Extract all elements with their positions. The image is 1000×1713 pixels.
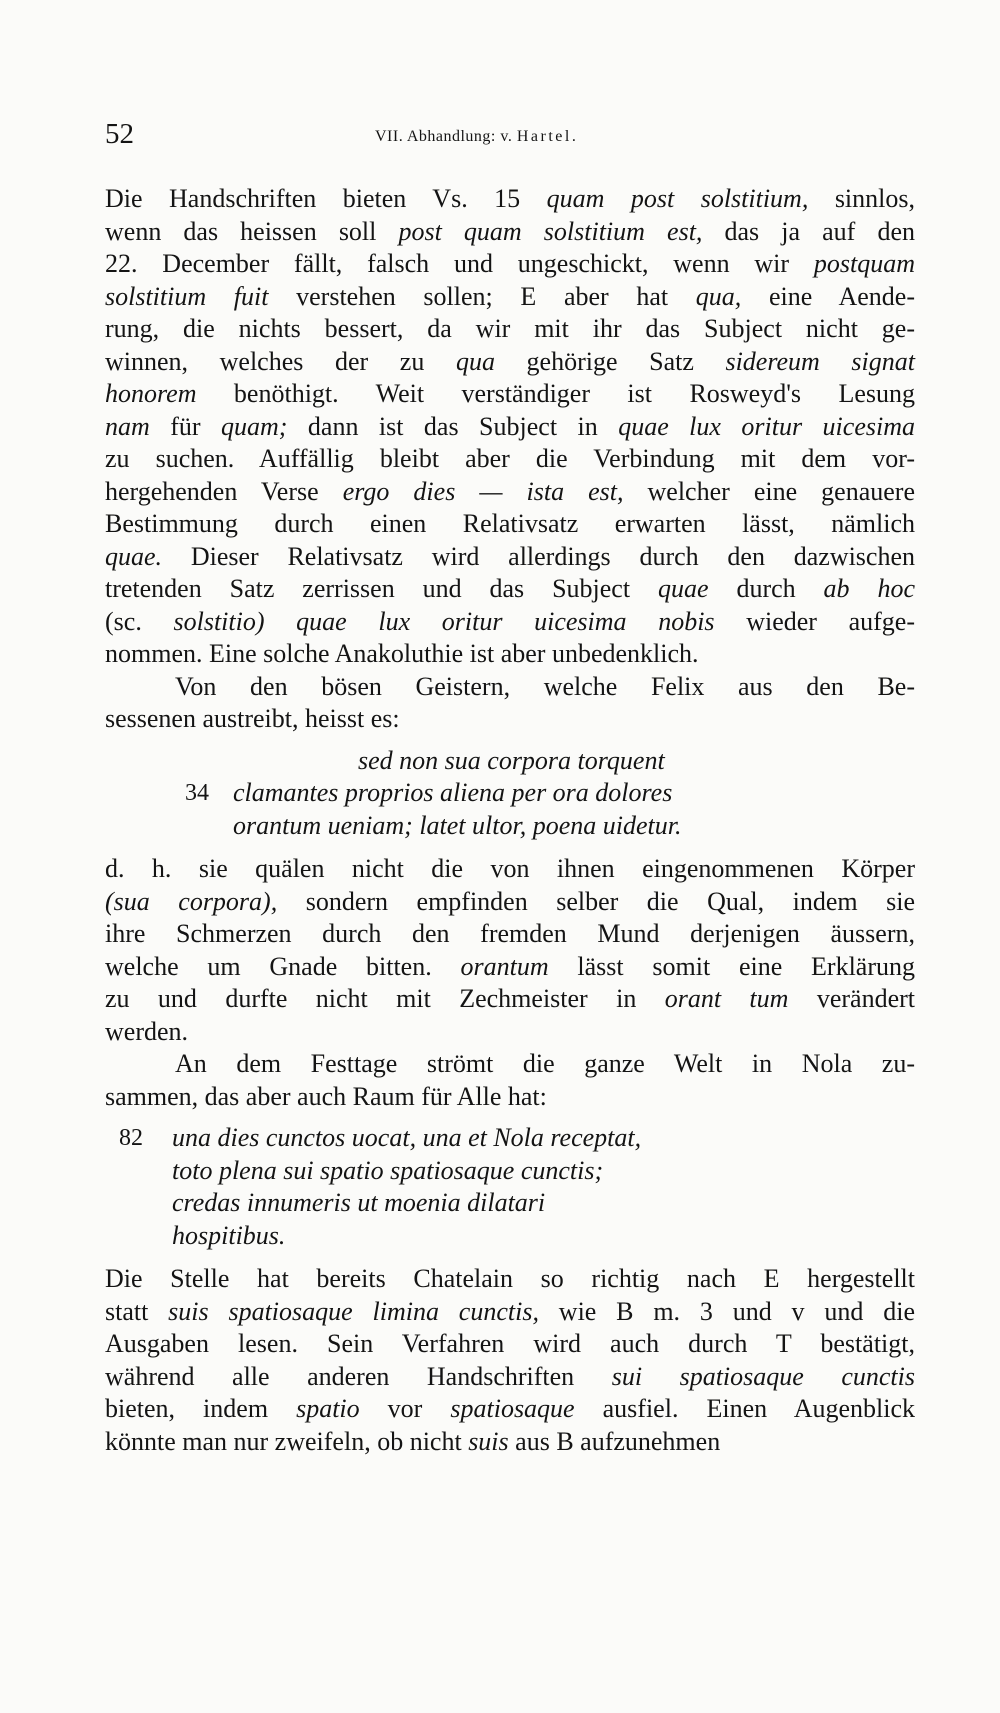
roman-text: verstehen sollen; E aber hat <box>268 281 696 311</box>
text-line <box>105 606 915 639</box>
paragraph-festival <box>105 1048 915 1113</box>
roman-text: vor <box>359 1394 451 1423</box>
text-line <box>105 886 915 919</box>
italic-text: spatiosaque <box>450 1394 575 1423</box>
roman-text: sammen, das aber auch Raum für Alle hat: <box>105 1081 547 1111</box>
italic-text: suis spatiosaque limina cunctis, <box>168 1296 539 1326</box>
roman-text: welche um Gnade bitten. <box>105 951 461 981</box>
roman-text: wieder aufge- <box>714 606 915 636</box>
roman-text: zu suchen. Auffällig bleibt aber die Verbindung mit dem vor- <box>105 444 915 473</box>
roman-text: Die Handschriften bieten Vs. 15 <box>105 184 547 213</box>
roman-text: eine Aende- <box>741 281 915 311</box>
paragraph-manuscripts <box>105 183 915 671</box>
text-line <box>105 541 915 574</box>
roman-text: gehörige Satz <box>494 346 726 376</box>
roman-text: (sc. <box>105 606 174 636</box>
verse-text: orantum ueniam; latet ultor, poena uidetur. <box>233 810 682 840</box>
text-line <box>105 671 915 704</box>
italic-text: post quam solstitium est, <box>398 216 703 246</box>
italic-text: orant tum <box>664 984 789 1013</box>
verse-number: 82 <box>119 1125 143 1151</box>
italic-text: solstitio) <box>173 606 265 636</box>
verse-line <box>105 1155 915 1188</box>
roman-text: sinnlos, <box>808 184 915 213</box>
roman-text: welcher eine genauere <box>623 476 915 506</box>
italic-text: quam; <box>221 411 288 441</box>
text-line <box>105 573 915 606</box>
roman-text: sondern empfinden selber die Qual, indem sie <box>277 886 915 916</box>
verse-line <box>105 777 915 810</box>
text-line <box>105 508 915 541</box>
roman-text: winnen, welches der zu <box>105 346 456 376</box>
roman-text: Von den bösen Geistern, welche Felix aus den Be- <box>175 671 915 701</box>
text-line <box>105 1361 915 1394</box>
text-line <box>105 443 915 476</box>
verse-quotation-82 <box>105 1122 915 1252</box>
roman-text: aus B aufzunehmen <box>508 1426 721 1456</box>
verse-line <box>105 1220 915 1253</box>
verse-line <box>105 1122 915 1155</box>
italic-text: qua, <box>695 281 742 311</box>
roman-text: sessenen austreibt, heisst es: <box>105 704 400 733</box>
italic-text: quam post solstitium, <box>546 184 809 213</box>
page-body <box>105 183 915 1458</box>
roman-text: dann ist das Subject in <box>287 411 619 441</box>
roman-text: bieten, indem <box>105 1394 297 1423</box>
text-line <box>105 313 915 346</box>
text-line <box>105 411 915 444</box>
roman-text: rung, die nichts bessert, da wir mit ihr das Subject nicht ge- <box>105 314 915 343</box>
italic-text: suis <box>468 1426 509 1456</box>
page-number: 52 <box>105 118 134 150</box>
text-line <box>105 216 915 249</box>
text-line <box>105 853 915 886</box>
roman-text: durch <box>708 574 824 603</box>
verse-line <box>105 810 915 843</box>
roman-text: für <box>149 411 222 441</box>
roman-text: werden. <box>105 1016 189 1046</box>
italic-text: solstitium fuit <box>105 281 269 311</box>
roman-text: könnte man nur zweifeln, ob nicht <box>105 1426 469 1456</box>
text-line <box>105 1081 915 1114</box>
italic-text: quae lux oritur uicesima nobis <box>296 606 715 636</box>
italic-text: ab hoc <box>823 574 915 603</box>
text-line <box>105 918 915 951</box>
roman-text: Dieser Relativsatz wird allerdings durch den dazwischen <box>162 541 915 571</box>
text-line <box>105 1016 915 1049</box>
roman-text: wenn das heissen soll <box>105 216 399 246</box>
roman-text: 22. December fällt, falsch und ungeschickt, wenn wir <box>105 249 814 278</box>
italic-text: postquam <box>813 249 915 278</box>
roman-text: An dem Festtage strömt die ganze Welt in Nola zu- <box>175 1049 915 1078</box>
roman-text: Die Stelle hat bereits Chatelain so richtig nach E hergestellt <box>105 1264 915 1293</box>
italic-text: qua <box>455 346 495 376</box>
text-line <box>105 183 915 216</box>
roman-text: statt <box>105 1296 169 1326</box>
text-line <box>105 476 915 509</box>
verse-text: credas innumeris ut moenia dilatari <box>172 1188 546 1217</box>
text-line <box>105 1263 915 1296</box>
roman-text: d. h. sie quälen nicht die von ihnen eingenommenen Körper <box>105 854 915 883</box>
italic-text: quae lux oritur uicesima <box>618 411 915 441</box>
text-line <box>105 638 915 671</box>
text-line <box>105 951 915 984</box>
roman-text: tretenden Satz zerrissen und das Subject <box>105 574 658 603</box>
italic-text: spatio <box>296 1394 360 1423</box>
verse-text: sed non sua corpora torquent <box>358 745 665 775</box>
text-line <box>105 378 915 411</box>
italic-text: honorem <box>105 379 197 408</box>
paragraph-evil-spirits <box>105 671 915 736</box>
italic-text: orantum <box>460 951 549 981</box>
verse-number: 34 <box>185 780 209 806</box>
verse-line <box>105 745 915 778</box>
roman-text: wie B m. 3 und v und die <box>538 1296 915 1326</box>
text-line <box>105 1426 915 1459</box>
verse-line <box>105 1187 915 1220</box>
verse-text: toto plena sui spatio spatiosaque cunctis; <box>172 1155 604 1185</box>
running-title-text: VII. Abhandlung: v. <box>375 128 513 145</box>
text-line <box>105 1393 915 1426</box>
roman-text: hergehenden Verse <box>105 476 343 506</box>
verse-text: clamantes proprios aliena per ora dolores <box>233 778 673 807</box>
roman-text <box>265 607 297 636</box>
italic-text: quae <box>657 574 709 603</box>
text-line <box>105 248 915 281</box>
text-line <box>105 1296 915 1329</box>
roman-text: ihre Schmerzen durch den fremden Mund derjenigen äussern, <box>105 919 915 948</box>
roman-text: zu und durfte nicht mit Zechmeister in <box>105 984 665 1013</box>
roman-text: Ausgaben lesen. Sein Verfahren wird auch durch T bestätigt, <box>105 1329 915 1358</box>
italic-text: sui spatiosaque cunctis <box>611 1361 915 1391</box>
paragraph-chatelain <box>105 1263 915 1458</box>
text-line <box>105 703 915 736</box>
italic-text: ergo dies — ista est, <box>342 476 624 506</box>
text-line <box>105 983 915 1016</box>
italic-text: quae. <box>105 541 163 571</box>
running-head <box>105 118 915 158</box>
roman-text: lässt somit eine Erklärung <box>548 951 915 981</box>
verse-quotation-34 <box>105 745 915 843</box>
paragraph-interpretation <box>105 853 915 1048</box>
text-line <box>105 1328 915 1361</box>
roman-text: ausfiel. Einen Augenblick <box>574 1394 916 1423</box>
italic-text: (sua corpora), <box>105 886 278 916</box>
text-line <box>105 281 915 314</box>
roman-text: benöthigt. Weit verständiger ist Rosweyd's Lesung <box>196 379 915 408</box>
italic-text: nam <box>105 411 150 441</box>
roman-text: während alle anderen Handschriften <box>105 1361 612 1391</box>
text-line <box>105 1048 915 1081</box>
roman-text: nommen. Eine solche Anakoluthie ist aber unbedenklich. <box>105 639 699 668</box>
roman-text: das ja auf den <box>702 216 915 246</box>
roman-text: verändert <box>788 984 915 1013</box>
verse-text: hospitibus. <box>172 1220 286 1250</box>
running-title-author: Hartel. <box>516 128 579 145</box>
roman-text: Bestimmung durch einen Relativsatz erwarten lässt, nämlich <box>105 509 915 538</box>
text-line <box>105 346 915 379</box>
italic-text: sidereum signat <box>725 346 915 376</box>
verse-text: una dies cunctos uocat, una et Nola receptat, <box>172 1123 642 1152</box>
running-title <box>375 128 578 146</box>
